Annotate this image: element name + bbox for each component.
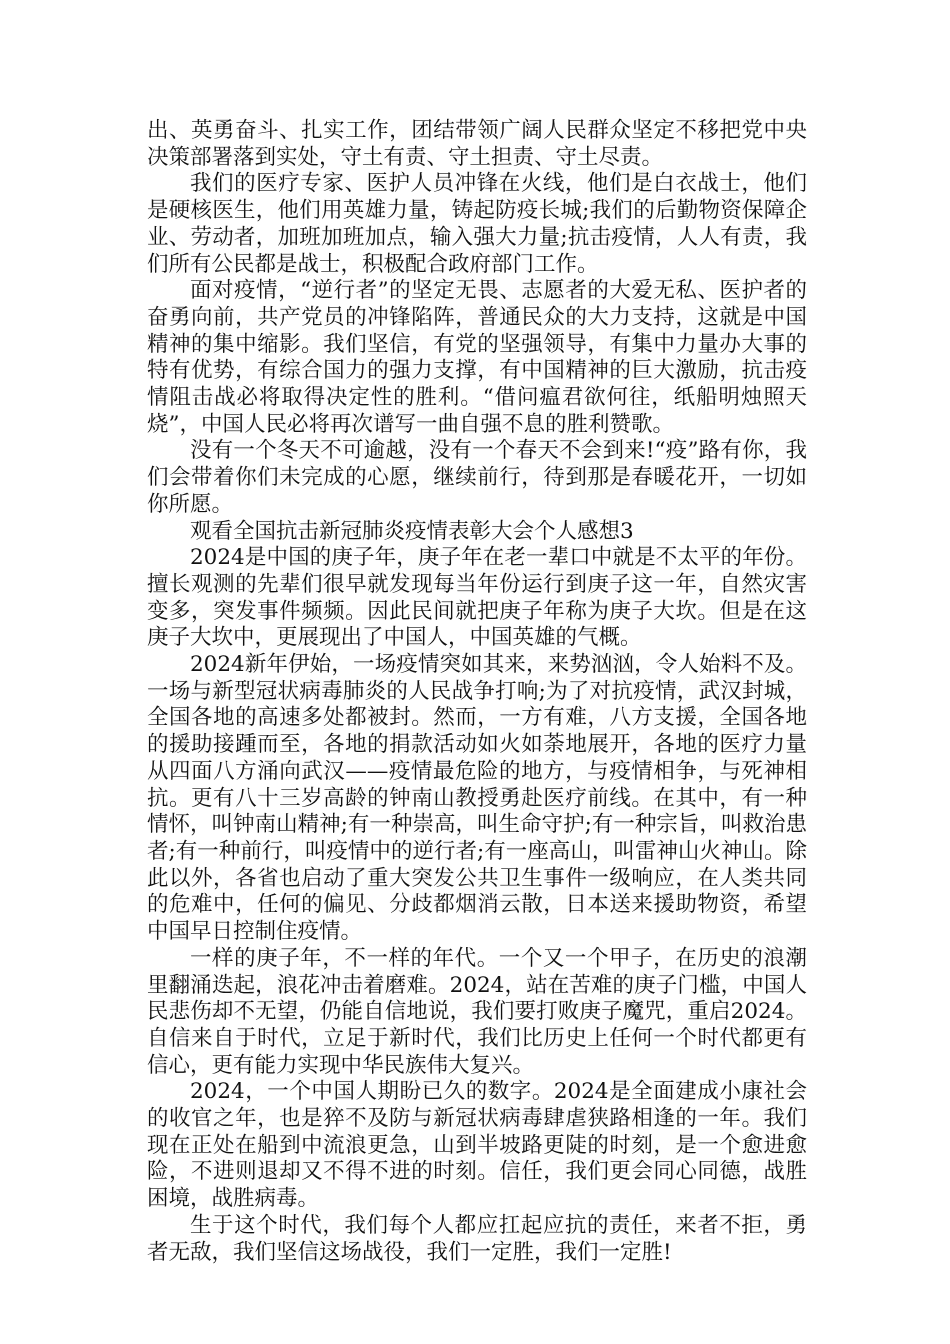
paragraph: 我们的医疗专家、医护人员冲锋在火线，他们是白衣战士，他们是硬核医生，他们用英雄力量，铸起防疫长城;我们的后勤物资保障企业、劳动者，加班加班加点，输入强大力量;抗击疫情，人人有责，我们所有公民都是战士，积极配合政府部门工作。 <box>147 171 807 277</box>
paragraph: 2024，一个中国人期盼已久的数字。2024是全面建成小康社会的收官之年，也是猝不及防与新冠状病毒肆虐狭路相逢的一年。我们现在正处在船到中流浪更急，山到半坡路更陡的时刻，是一个愈进愈险，不进则退却又不得不进的时刻。信任，我们更会同心同德，战胜困境，战胜病毒。 <box>147 1079 807 1212</box>
paragraph: 2024是中国的庚子年，庚子年在老一辈口中就是不太平的年份。擅长观测的先辈们很早就发现每当年份运行到庚子这一年，自然灾害变多，突发事件频频。因此民间就把庚子年称为庚子大坎。但是在这庚子大坎中，更展现出了中国人，中国英雄的气概。 <box>147 545 807 651</box>
paragraph: 面对疫情，“逆行者”的坚定无畏、志愿者的大爱无私、医护者的奋勇向前，共产党员的冲锋陷阵，普通民众的大力支持，这就是中国精神的集中缩影。我们坚信，有党的坚强领导，有集中力量办大事的特有优势，有综合国力的强力支撑，有中国精神的巨大激励，抗击疫情阻击战必将取得决定性的胜利。“借问瘟君欲何往，纸船明烛照天烧”，中国人民必将再次谱写一曲自强不息的胜利赞歌。 <box>147 278 807 437</box>
section-heading: 观看全国抗击新冠肺炎疫情表彰大会个人感想3 <box>190 518 634 544</box>
paragraph: 2024新年伊始，一场疫情突如其来，来势汹汹，令人始料不及。一场与新型冠状病毒肺炎的人民战争打响;为了对抗疫情，武汉封城，全国各地的高速多处都被封。然而，一方有难，八方支援，全国各地的援助接踵而至，各地的捐款活动如火如荼地展开，各地的医疗力量从四面八方涌向武汉——疫情最危险的地方，与疫情相争，与死神相抗。更有八十三岁高龄的钟南山教授勇赴医疗前线。在其中，有一种情怀，叫钟南山精神;有一种崇高，叫生命守护;有一种宗旨，叫救治患者;有一种前行，叫疫情中的逆行者;有一座高山，叫雷神山火神山。除此以外，各省也启动了重大突发公共卫生事件一级响应，在人类共同的危难中，任何的偏见、分歧都烟消云散，日本送来援助物资，希望中国早日控制住疫情。 <box>147 652 807 945</box>
paragraph: 没有一个冬天不可逾越，没有一个春天不会到来!“疫”路有你，我们会带着你们未完成的心愿，继续前行，待到那是春暖花开，一切如你所愿。 <box>147 438 807 517</box>
paragraph: 出、英勇奋斗、扎实工作，团结带领广阔人民群众坚定不移把党中央决策部署落到实处，守土有责、守土担责、守土尽责。 <box>147 118 807 170</box>
paragraph: 生于这个时代，我们每个人都应扛起应抗的责任，来者不拒，勇者无敌，我们坚信这场战役，我们一定胜，我们一定胜! <box>147 1212 807 1265</box>
document-body <box>147 118 807 1266</box>
paragraph: 一样的庚子年，不一样的年代。一个又一个甲子，在历史的浪潮里翻涌迭起，浪花冲击着磨难。2024，站在苦难的庚子门槛，中国人民悲伤却不无望，仍能自信地说，我们要打败庚子魔咒，重启2024。自信来自于时代，立足于新时代，我们比历史上任何一个时代都更有信心，更有能力实现中华民族伟大复兴。 <box>147 945 807 1078</box>
